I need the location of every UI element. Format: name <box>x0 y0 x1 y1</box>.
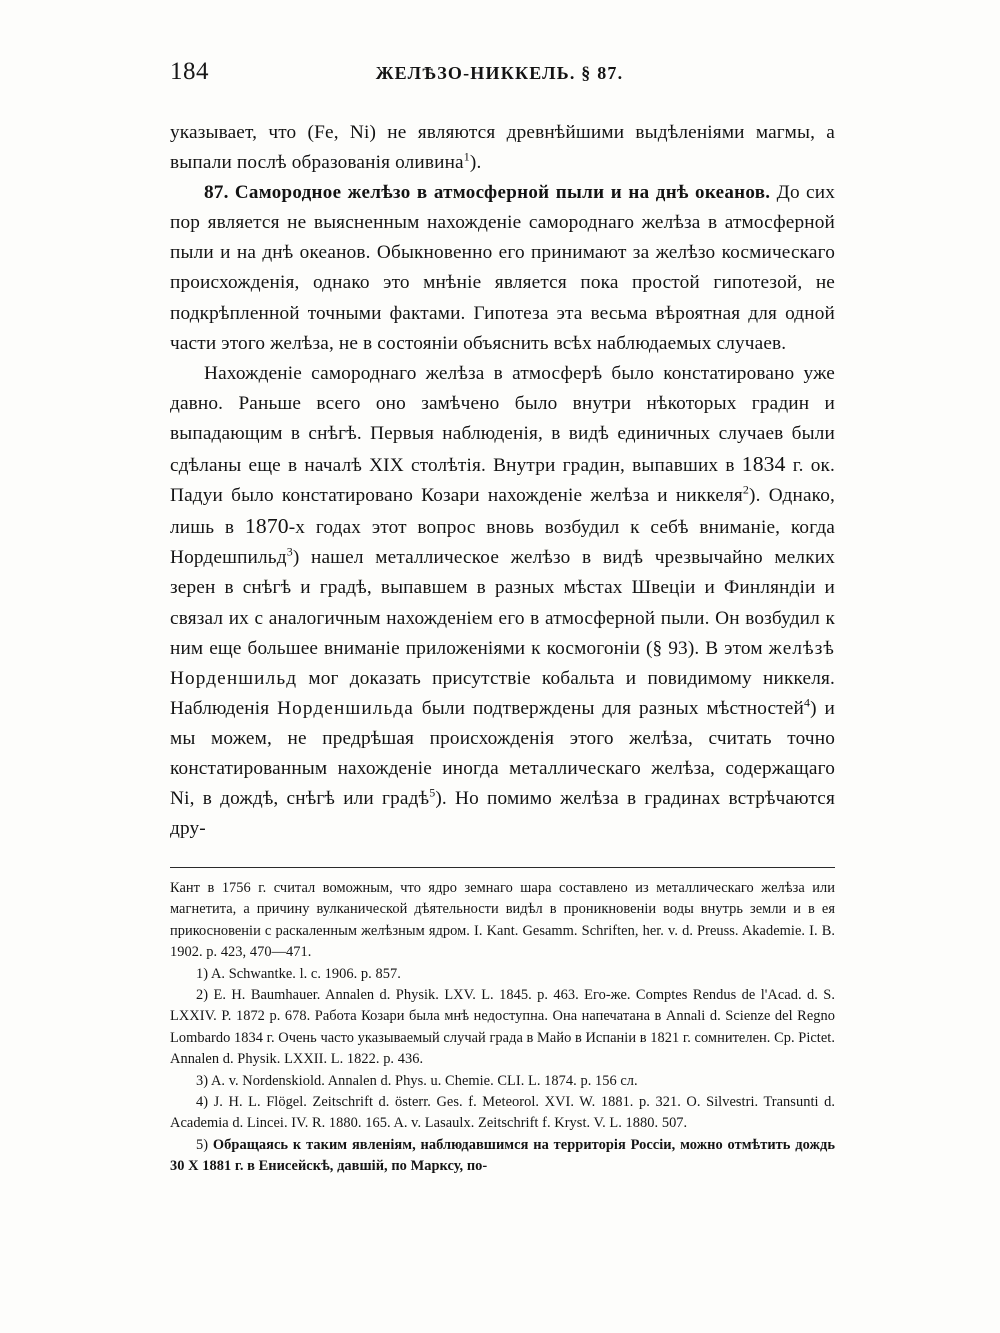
paragraph-1-tail: ). <box>469 152 482 174</box>
footnote-text: J. H. L. Flögel. Zeitschrift d. österr. Ges. f. Meteorol. XVI. W. 1881. p. 321. O. Silvestri. Transunti d. Academia d. Lincei. IV. R. 1880. 165. A. v. Lasaulx. Zeitschrift f. Kryst. V. L. 1880. 507. <box>170 1094 835 1132</box>
footnote-divider <box>170 867 835 868</box>
paragraph-2 <box>170 178 835 359</box>
paragraph-3-b: г. ок. Падуи было констатировано Козари нахожденіе желѣза и никкеля <box>170 455 835 507</box>
footnote-item <box>170 985 835 1071</box>
footnote-marker: 3) <box>196 1072 209 1089</box>
paragraph-3-c: ). Однако, лишь в <box>170 485 835 539</box>
paragraph-3 <box>170 359 835 845</box>
paragraph-3-e: ) нашел металлическое желѣзо в видѣ чрезвычайно мелких зерен в снѣгѣ и градѣ, выпавшем в разных мѣстах Швеціи и Финляндіи и связал их с аналогичным нахожденіем его в атмосферной пыли. Он возбудил к ним еще большее вниманіе приложеніями к космогоніи (§ 93). В этом <box>170 547 835 659</box>
footnote-item <box>170 964 835 985</box>
footnote-item <box>170 1092 835 1135</box>
footnote-item <box>170 1071 835 1092</box>
footnote-text: A. v. Nordenskiold. Annalen d. Phys. u. Chemie. CLI. L. 1874. p. 156 сл. <box>210 1072 638 1089</box>
footnote-ref-5: 5 <box>429 785 436 800</box>
footnote-marker: 1) <box>196 965 209 982</box>
footnote-marker: 5) <box>196 1136 209 1153</box>
footnote-intro: Кант в 1756 г. считал воможным, что ядро земнаго шара составлено из металлическаго желѣза или магнетита, а причину вулканической дѣятельности видѣл в проникновеніи воды внутрь земли и в ея прикосновеніи с раскаленным желѣзным ядром. I. Kant. Gesamm. Schriften, her. v. d. Preuss. Akademie. I. B. 1902. p. 423, 470—471. <box>170 880 835 961</box>
footnote-ref-4: 4 <box>803 695 811 710</box>
section-number: 87. <box>204 182 229 204</box>
footnotes <box>170 878 835 1178</box>
footnote-marker: 4) <box>196 1094 209 1111</box>
footnote-text: Обращаясь к таким явленіям, наблюдавшимся на территорія Россіи, можно отмѣтить дождь 30 X 1881 г. в Енисейскѣ, давшій, по Марксу, по- <box>170 1136 835 1175</box>
paragraph-3-g: были подтверждены для разных мѣстностей <box>413 697 804 719</box>
name-nordenskiold-1: желѣзѣ Норденшильд <box>170 637 835 689</box>
footnote-marker: 2) <box>196 987 209 1004</box>
name-nordenskiold-2: Норденшильда <box>277 697 414 719</box>
footnote-ref-2: 2 <box>742 482 750 497</box>
paragraph-2-text: До сих пор является не выясненным нахожденіе самороднаго желѣза в атмосферной пыли и на днѣ океанов. Обыкновенно его принимают за желѣзо космическаго происхожденія, однако это мнѣніе является пока простой гипотезой, не подкрѣпленной точными фактами. Гипотеза эта весьма вѣроятная для одной части этого желѣза, не в состояніи объяснить всѣх наблюдаемых случаев. <box>170 182 835 354</box>
footnote-text: A. Schwantke. l. c. 1906. p. 857. <box>210 965 401 982</box>
paragraph-1 <box>170 118 835 178</box>
page-number: 184 <box>170 58 209 85</box>
footnote-text: E. H. Baumhauer. Annalen d. Physik. LXV. L. 1845. p. 463. Его-же. Comptes Rendus de l'Acad. d. S. LXXIV. P. 1872 p. 678. Работа Козари была мнѣ недоступна. Она напечатана в Annali d. Scienze del Regno Lombardo 1834 г. Очень часто указываемый случай града в Майо в Испаніи в 1821 г. сомнителен. Ср. Pictet. Annalen d. Physik. LXXII. L. 1822. p. 436. <box>170 987 835 1068</box>
decade-1870: 1870 <box>244 514 289 539</box>
page-header <box>170 58 830 86</box>
paragraph-3-d: -х годах этот вопрос вновь возбудил к себѣ вниманіе, когда Нордешпильд <box>170 517 835 569</box>
running-title: ЖЕЛѢЗО-НИККЕЛЬ. § 87. <box>375 63 624 83</box>
paragraph-3-h: ) и мы можем, не предрѣшая происхожденія этого желѣза, считать точно констатированным нахожденіе иногда металлическаго желѣза, содержащаго Ni, в дождѣ, снѣгѣ или градѣ <box>170 697 835 810</box>
body-text <box>170 118 835 844</box>
paragraph-3-i: ). Но помимо желѣза в градинах встрѣчаются дру- <box>170 788 835 840</box>
paragraph-1-text: указывает, что (Fe, Ni) не являются древнѣйшими выдѣленіями магмы, а выпали послѣ образованія оливина <box>170 122 835 174</box>
year-1834: 1834 <box>741 452 786 477</box>
footnote-ref-1: 1 <box>463 149 470 164</box>
paragraph-3-a: Нахожденіе самороднаго желѣза в атмосферѣ было констатировано уже давно. Раньше всего оно замѣчено было внутри нѣкоторых градин и выпадающим в снѣгѣ. Первыя наблюденія, в видѣ единичных случаев были сдѣланы еще в началѣ XIX столѣтія. Внутри градин, выпавших в <box>170 362 835 477</box>
section-title: Самородное желѣзо в атмосферной пыли и на днѣ океанов. <box>234 182 771 204</box>
paragraph-3-f: мог доказать присутствіе кобальта и повидимому никкеля. Наблюденія <box>170 667 835 719</box>
footnote-item <box>170 1135 835 1178</box>
footnote-ref-3: 3 <box>286 544 293 559</box>
